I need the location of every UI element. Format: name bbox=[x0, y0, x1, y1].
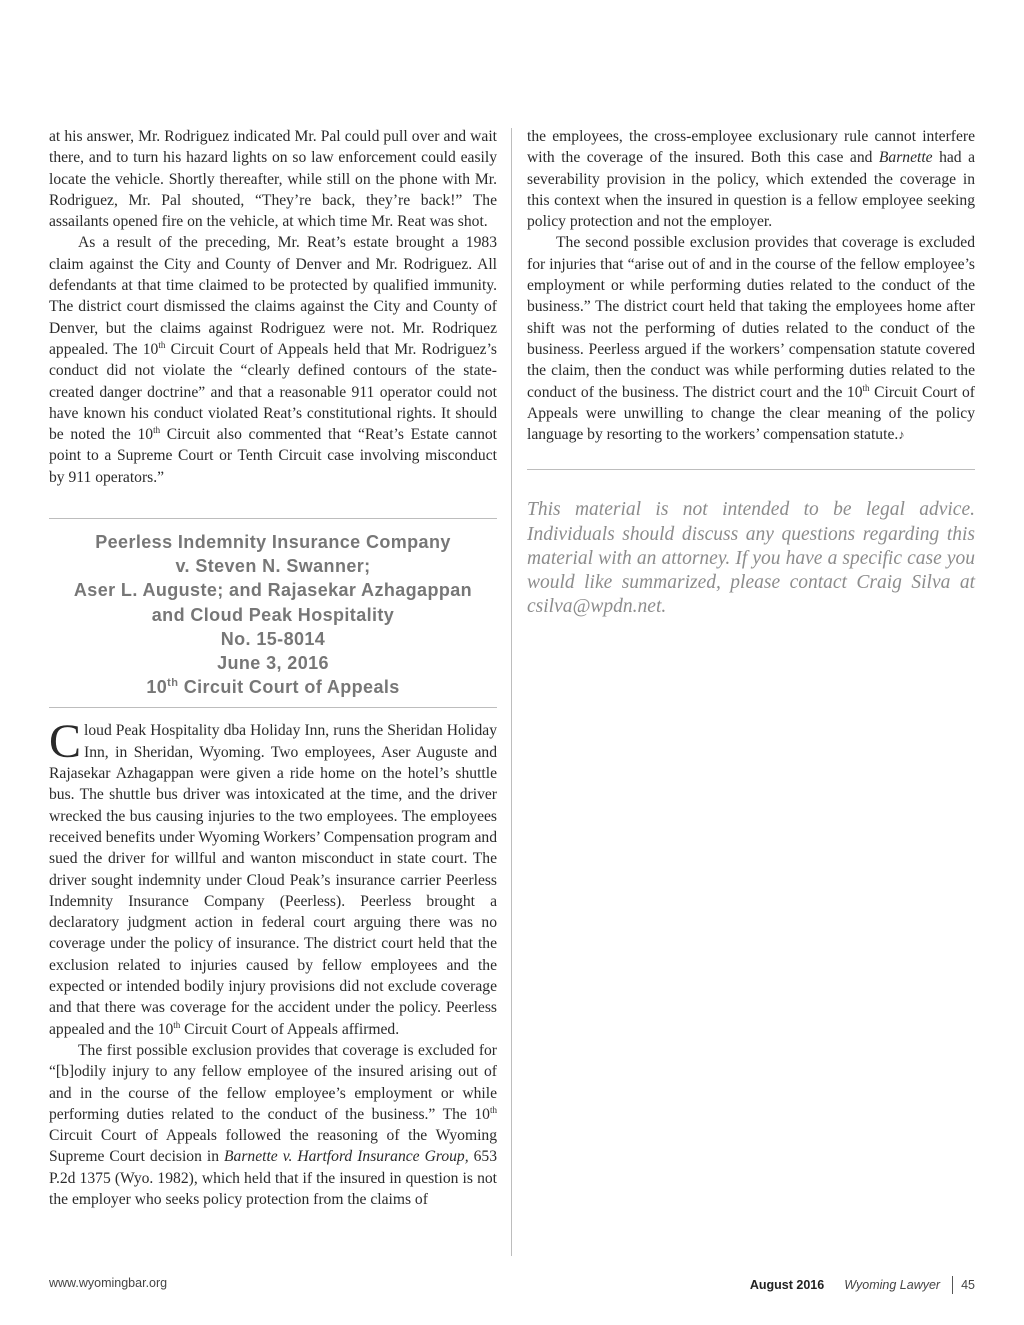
paragraph: at his answer, Mr. Rodriguez indicated Mr. Pal could pull over and wait there, and to turn his hazard lights on so law enforcement could easily locate the vehicle. Shortly thereafter, while still on the phone with Mr. Rodriguez, Mr. Pal shouted, “They’re back, they’re back!” The assailants opened fire on the vehicle, at which time Mr. Reat was shot. bbox=[49, 128, 497, 231]
paragraph: As a result of the preceding, Mr. Reat’s estate brought a 1983 claim against the City and County of Denver and Mr. Rodriguez. All defendants at that time claimed to be protected by qualified immunity. The district court dismissed the claims against the City and County of Denver, but the claims against Rodriguez were not. Mr. Rodriquez appealed. The 10th Circuit Court of Appeals held that Mr. Rodriguez’s conduct did not violate the “clearly defined contours of the state-created danger doctrine” and that a reasonable 911 operator could not have known his conduct violated Reat’s constitutional rights. It should be noted the 10th Circuit also commented that “Reat’s Estate cannot point to a Supreme Court or Tenth Circuit case involving misconduct by 911 operators.” bbox=[49, 234, 497, 486]
paragraph: The first possible exclusion provides that coverage is excluded for “[b]odily injury to any fellow employee of the insured arising out of and in the course of the fellow employee’s employment or while performing duties related to the conduct of the business.” The 10th Circuit Court of Appeals followed the reasoning of the Wyoming Supreme Court decision in Barnette v. Hartford Insurance Group, 653 P.2d 1375 (Wyo. 1982), which held that if the insured in question is not the employer who seeks policy protection from the claims of bbox=[49, 1041, 497, 1208]
paragraph: The second possible exclusion provides that coverage is excluded for injuries that “arise out of and in the course of the fellow employee’s employment or while performing duties related to the conduct of the business.” The district court held that taking the employees home after shift was not the performing of duties related to the conduct of the business. Peerless argued if the workers’ compensation statute covered the claim, then the conduct was while performing duties related to the conduct of the business. The district court and the 10th Circuit Court of Appeals were unwilling to change the clear meaning of the policy language by resorting to the workers’ compensation statute.♪ bbox=[527, 234, 975, 444]
case-title-line: Aser L. Auguste; and Rajasekar Azhagappan bbox=[73, 580, 473, 601]
case-title-line: and Cloud Peak Hospitality bbox=[151, 604, 395, 625]
case-number: No. 15-8014 bbox=[220, 628, 326, 649]
magazine-title: Wyoming Lawyer bbox=[844, 1278, 941, 1292]
case-heading bbox=[49, 519, 497, 707]
page-footer bbox=[49, 1274, 975, 1294]
footer-separator bbox=[952, 1276, 953, 1294]
paragraph: Cloud Peak Hospitality dba Holiday Inn, runs the Sheridan Holiday Inn, in Sheridan, Wyoming. Two employees, Aser Auguste and Rajasekar Azhagappan were given a ride home on the hotel’s shuttle bus. The shuttle bus driver was intoxicated at the time, and the driver wrecked the bus causing injuries to the two employees. The employees received benefits under Wyoming Workers’ Compensation program and sued the driver for willful and wanton misconduct in state court. The driver sought indemnity under Cloud Peak’s insurance carrier Peerless Indemnity Insurance Company (Peerless). Peerless brought a declaratory judgment action in federal court arguing there was no coverage under the policy of insurance. The district court held that the exclusion related to injuries caused by fellow employees and the expected or intended bodily injury provisions did not exclude coverage and that there was coverage for the accident under the policy. Peerless appealed and the 10th Circuit Court of Appeals affirmed. bbox=[49, 715, 497, 1038]
website-link[interactable]: www.wyomingbar.org bbox=[49, 1276, 168, 1290]
right-column bbox=[527, 126, 975, 619]
case-title-line: Peerless Indemnity Insurance Company bbox=[95, 532, 451, 553]
left-column bbox=[49, 126, 497, 1210]
disclaimer: This material is not intended to be legal advice. Individuals should discuss any questions regarding this material with an attorney. If you have a specific case you would like summarized, please contact Craig Silva at csilva@wpdn.net. bbox=[527, 499, 975, 618]
paragraph: the employees, the cross-employee exclusionary rule cannot interfere with the coverage of the insured. Both this case and Barnette had a severability provision in the policy, which extended the coverage in this context when the insured in question is a fellow employee seeking policy protection and not the employer. bbox=[527, 128, 976, 231]
end-of-article-icon: ♪ bbox=[898, 427, 905, 443]
case-court: 10th Circuit Court of Appeals bbox=[146, 677, 400, 698]
page-number: 45 bbox=[961, 1278, 975, 1292]
column-divider bbox=[511, 128, 512, 1256]
issue-date: August 2016 bbox=[749, 1278, 825, 1292]
case-title-line: v. Steven N. Swanner; bbox=[175, 556, 371, 577]
drop-cap: C bbox=[49, 715, 82, 769]
case-date: June 3, 2016 bbox=[217, 653, 329, 674]
